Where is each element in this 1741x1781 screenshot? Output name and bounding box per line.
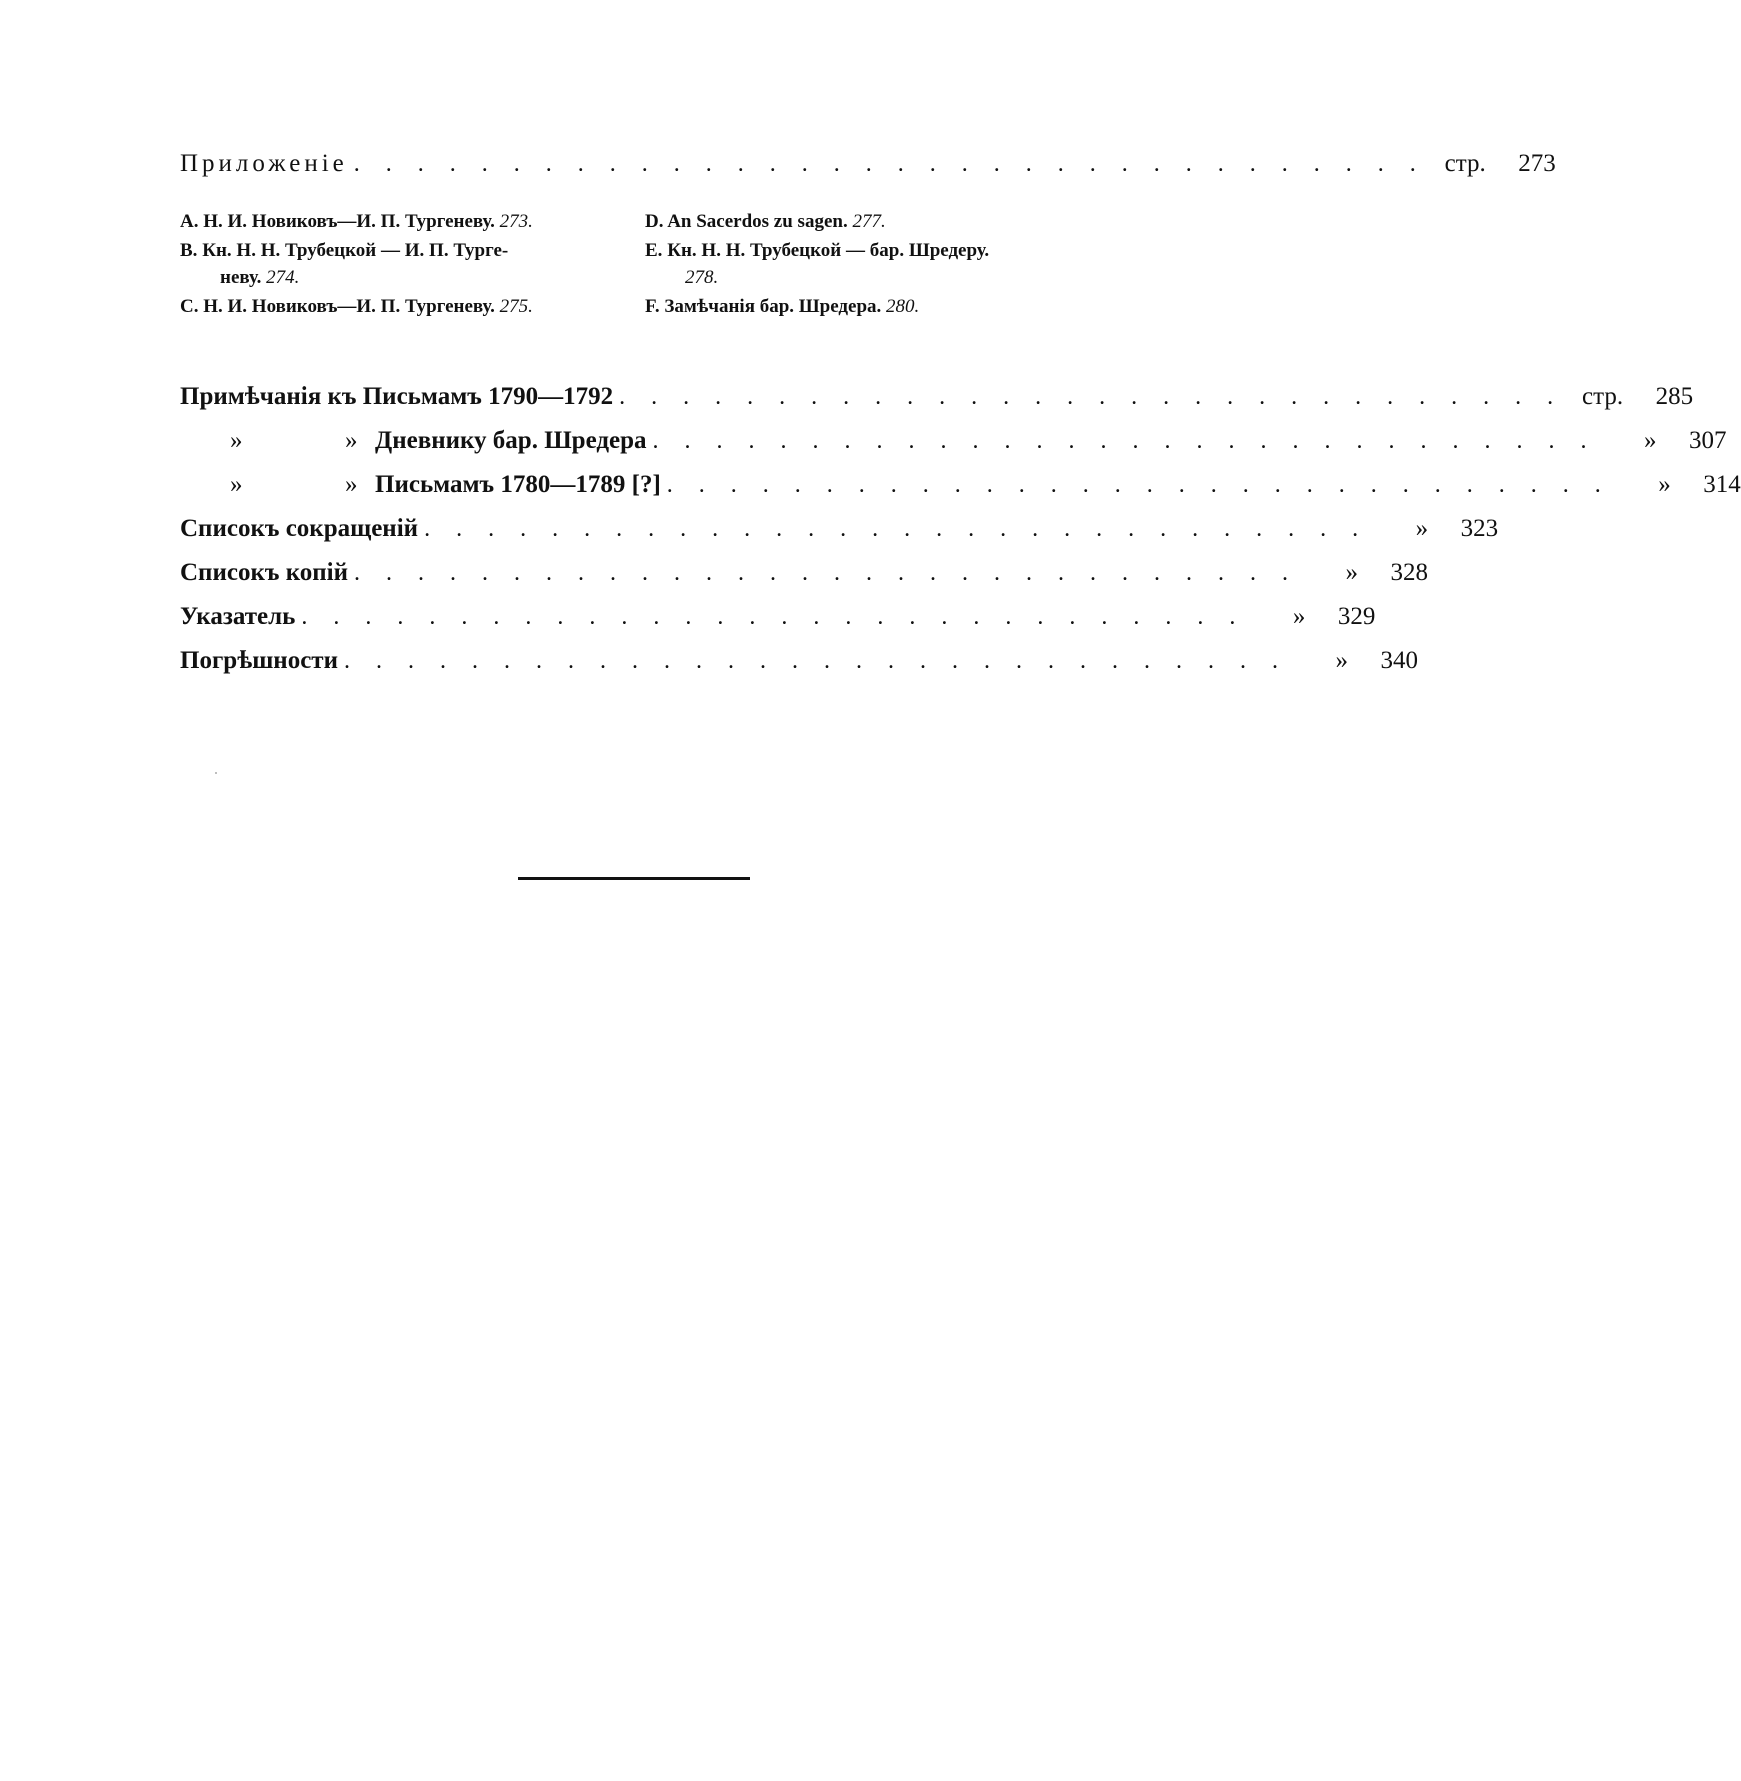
- appendix-item: B. Кн. Н. Н. Трубецкой — И. П. Турге- неву. 274.: [180, 240, 509, 288]
- entry-title: Списокъ копій: [180, 559, 349, 586]
- print-speck: [215, 772, 217, 774]
- appendix-title: Приложеніе: [180, 150, 348, 177]
- toc-entry: [180, 465, 1741, 505]
- ditto-mark: »: [1643, 427, 1657, 454]
- toc-entry: [180, 377, 1694, 417]
- toc-entry: [180, 509, 1499, 549]
- page-number: 329: [1337, 603, 1376, 630]
- appendix-item: E. Кн. Н. Н. Трубецкой — бар. Шредеру. 278.: [645, 240, 990, 288]
- entry-title: Списокъ сокращеній: [180, 515, 419, 542]
- dot-leader: . . . . . . . . . . . . . . . . . . . . . . . . . . . . . .: [354, 560, 1299, 586]
- ditto-mark: » »: [230, 471, 358, 498]
- appendix-item: F. Замѣчанія бар. Шредера. 280.: [645, 296, 920, 317]
- page-number: 328: [1390, 559, 1429, 586]
- dot-leader: . . . . . . . . . . . . . . . . . . . . . . . . . . . . . .: [619, 384, 1564, 410]
- entry-title: Примѣчанія къ Письмамъ 1790—1792: [180, 383, 614, 410]
- page-number: 285: [1655, 383, 1694, 410]
- dot-leader: . . . . . . . . . . . . . . . . . . . . . . . . . . . . . .: [652, 428, 1597, 454]
- ditto-mark: »: [1415, 515, 1429, 542]
- appendix-item: D. An Sacerdos zu sagen. 277.: [645, 211, 886, 232]
- dot-leader: . . . . . . . . . . . . . . . . . . . . . . . . . . . . . . . . . .: [353, 151, 1426, 177]
- entry-title: Указатель: [180, 603, 296, 630]
- toc-entry: [180, 597, 1376, 637]
- page-number: 323: [1460, 515, 1499, 542]
- ditto-mark: »: [1292, 603, 1306, 630]
- page-prefix: стр.: [1582, 383, 1624, 410]
- closing-rule: [518, 877, 750, 880]
- page-number: 314: [1703, 471, 1741, 498]
- toc-entry: [180, 421, 1727, 461]
- ditto-mark: » »: [230, 427, 358, 454]
- toc-entry: [180, 553, 1429, 593]
- entry-title: Письмамъ 1780—1789 [?]: [375, 471, 661, 498]
- entry-title: Погрѣшности: [180, 647, 338, 674]
- appendix-item: C. Н. И. Новиковъ—И. П. Тургеневу. 275.: [180, 296, 533, 317]
- ditto-mark: »: [1335, 647, 1348, 674]
- dot-leader: . . . . . . . . . . . . . . . . . . . . . . . . . . . . . .: [344, 648, 1288, 674]
- toc-entry: [180, 641, 1418, 681]
- ditto-mark: »: [1345, 559, 1359, 586]
- toc-entry-appendix: [180, 144, 1556, 184]
- dot-leader: . . . . . . . . . . . . . . . . . . . . . . . . . . . . . .: [666, 472, 1611, 498]
- page-prefix: стр.: [1444, 150, 1486, 177]
- dot-leader: . . . . . . . . . . . . . . . . . . . . . . . . . . . . . .: [301, 604, 1246, 630]
- entry-title: Дневнику бар. Шредера: [375, 427, 647, 454]
- page-number: 273: [1518, 150, 1556, 177]
- dot-leader: . . . . . . . . . . . . . . . . . . . . . . . . . . . . . .: [424, 516, 1369, 542]
- ditto-mark: »: [1658, 471, 1671, 498]
- page-number: 307: [1688, 427, 1727, 454]
- appendix-item: A. Н. И. Новиковъ—И. П. Тургеневу. 273.: [180, 211, 533, 232]
- page-number: 340: [1380, 647, 1418, 674]
